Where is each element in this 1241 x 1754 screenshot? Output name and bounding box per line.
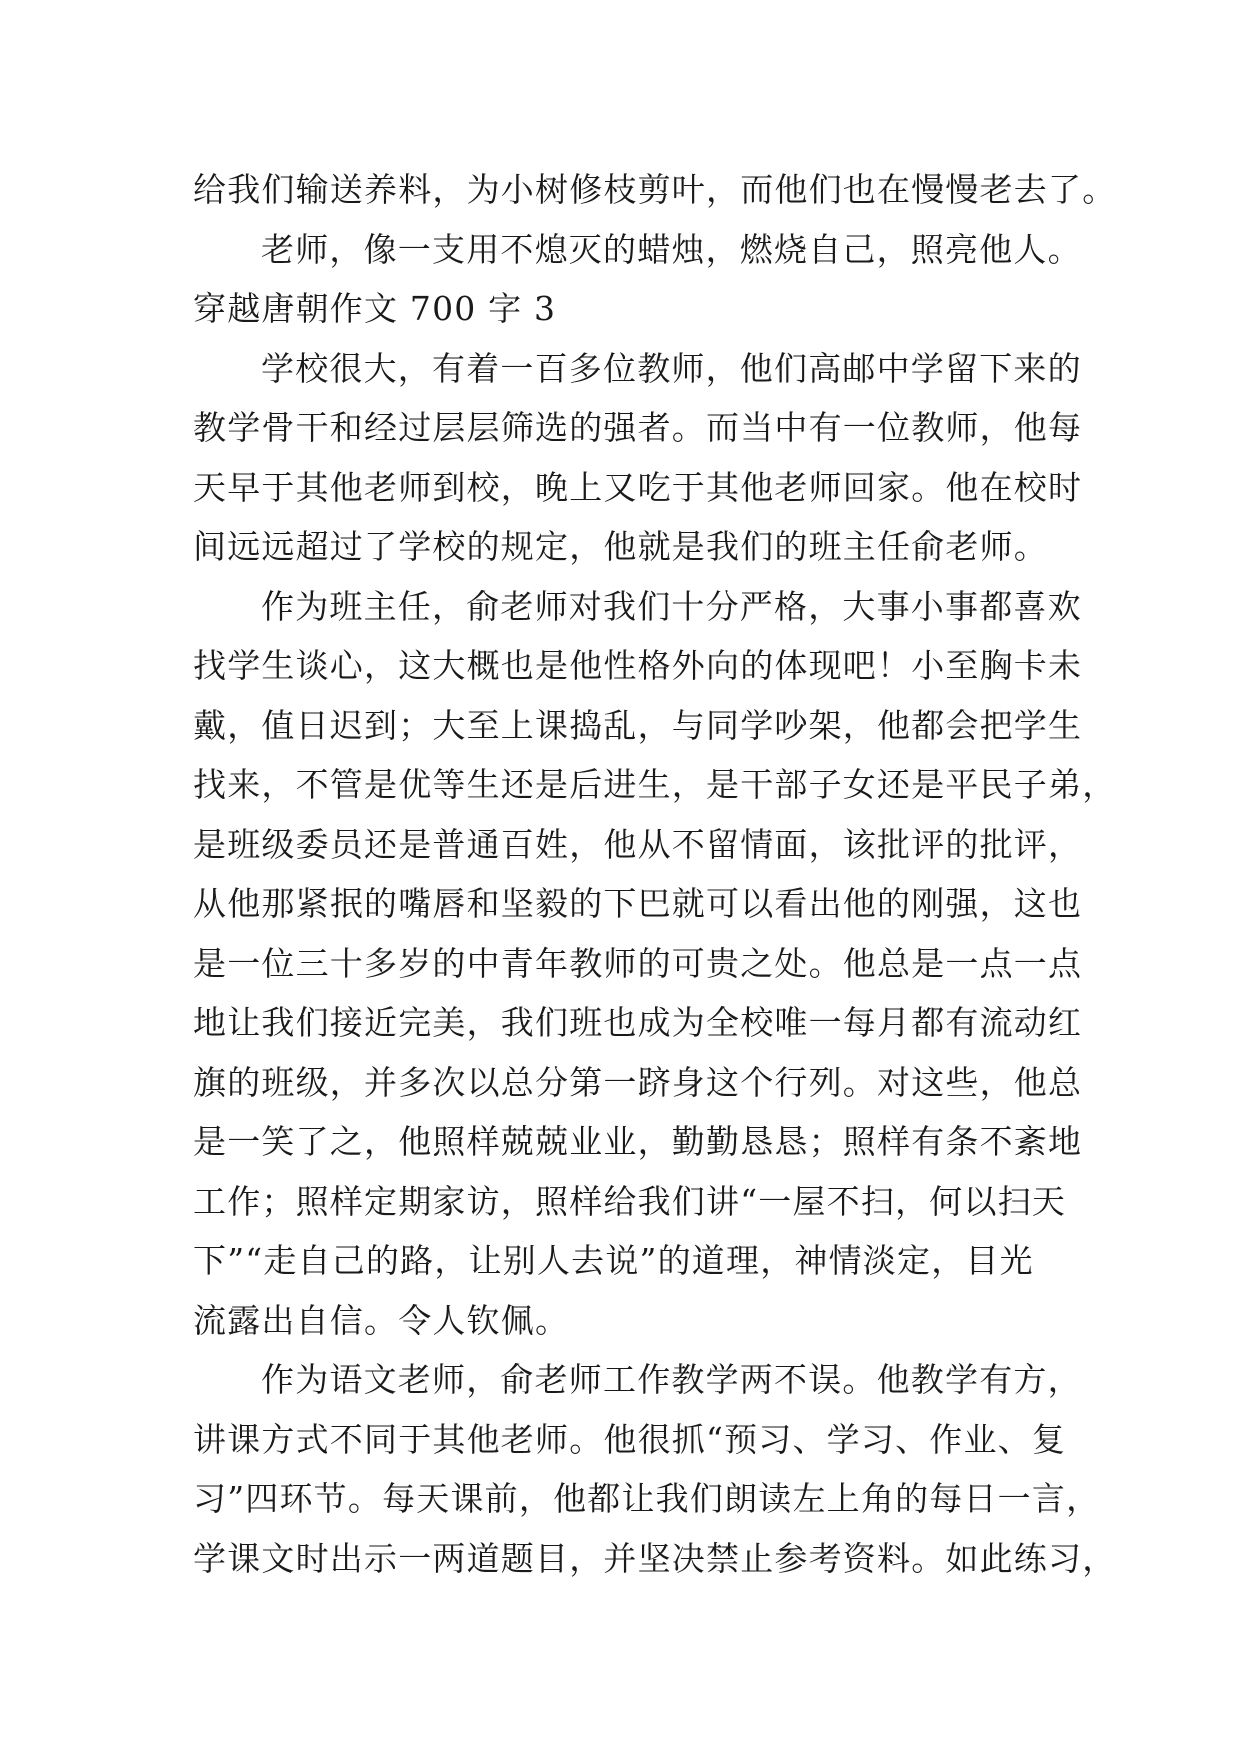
text-line: 地让我们接近完美，我们班也成为全校唯一每月都有流动红	[193, 1003, 1083, 1042]
text-line: 找学生谈心，这大概也是他性格外向的体现吧！小至胸卡未	[193, 646, 1083, 685]
text-line: 间远远超过了学校的规定，他就是我们的班主任俞老师。	[193, 527, 1048, 566]
text-line: 作为班主任，俞老师对我们十分严格，大事小事都喜欢	[261, 586, 1082, 626]
section-heading: 穿越唐朝作文 700 字 3	[193, 289, 557, 328]
document-page	[193, 160, 1117, 1588]
text-line: 讲课方式不同于其他老师。他很抓“预习、学习、作业、复	[193, 1419, 1067, 1459]
text-line: 是一笑了之，他照样兢兢业业，勤勤恳恳；照样有条不紊地	[193, 1122, 1083, 1161]
text-line: 教学骨干和经过层层筛选的强者。而当中有一位教师，他每	[193, 408, 1083, 447]
text-line: 老师，像一支用不熄灭的蜡烛，燃烧自己，照亮他人。	[261, 229, 1082, 269]
text-line: 是班级委员还是普通百姓，他从不留情面，该批评的批评，	[193, 824, 1083, 864]
text-line: 习”四环节。每天课前，他都让我们朗读左上角的每日一言，	[193, 1479, 1101, 1518]
text-line: 工作；照样定期家访，照样给我们讲“一屋不扫，何以扫天	[193, 1181, 1067, 1221]
text-line: 作为语文老师，俞老师工作教学两不误。他教学有方，	[261, 1360, 1082, 1399]
text-line: 从他那紧抿的嘴唇和坚毅的下巴就可以看出他的刚强，这也	[193, 884, 1083, 923]
text-line: 流露出自信。令人钦佩。	[193, 1300, 570, 1340]
text-line: 给我们输送养料，为小树修枝剪叶，而他们也在慢慢老去了。	[193, 170, 1117, 209]
text-line: 学校很大，有着一百多位教师，他们高邮中学留下来的	[261, 348, 1082, 388]
text-line: 旗的班级，并多次以总分第一跻身这个行列。对这些，他总	[193, 1062, 1083, 1102]
text-line: 是一位三十多岁的中青年教师的可贵之处。他总是一点一点	[193, 943, 1083, 983]
text-line: 天早于其他老师到校，晚上又吃于其他老师回家。他在校时	[193, 467, 1083, 507]
text-line: 戴，值日迟到；大至上课捣乱，与同学吵架，他都会把学生	[193, 705, 1083, 745]
text-line: 学课文时出示一两道题目，并坚决禁止参考资料。如此练习，	[193, 1538, 1117, 1578]
text-line: 下”“走自己的路，让别人去说”的道理，神情淡定，目光	[193, 1241, 1034, 1280]
text-line: 找来，不管是优等生还是后进生，是干部子女还是平民子弟，	[193, 765, 1117, 804]
